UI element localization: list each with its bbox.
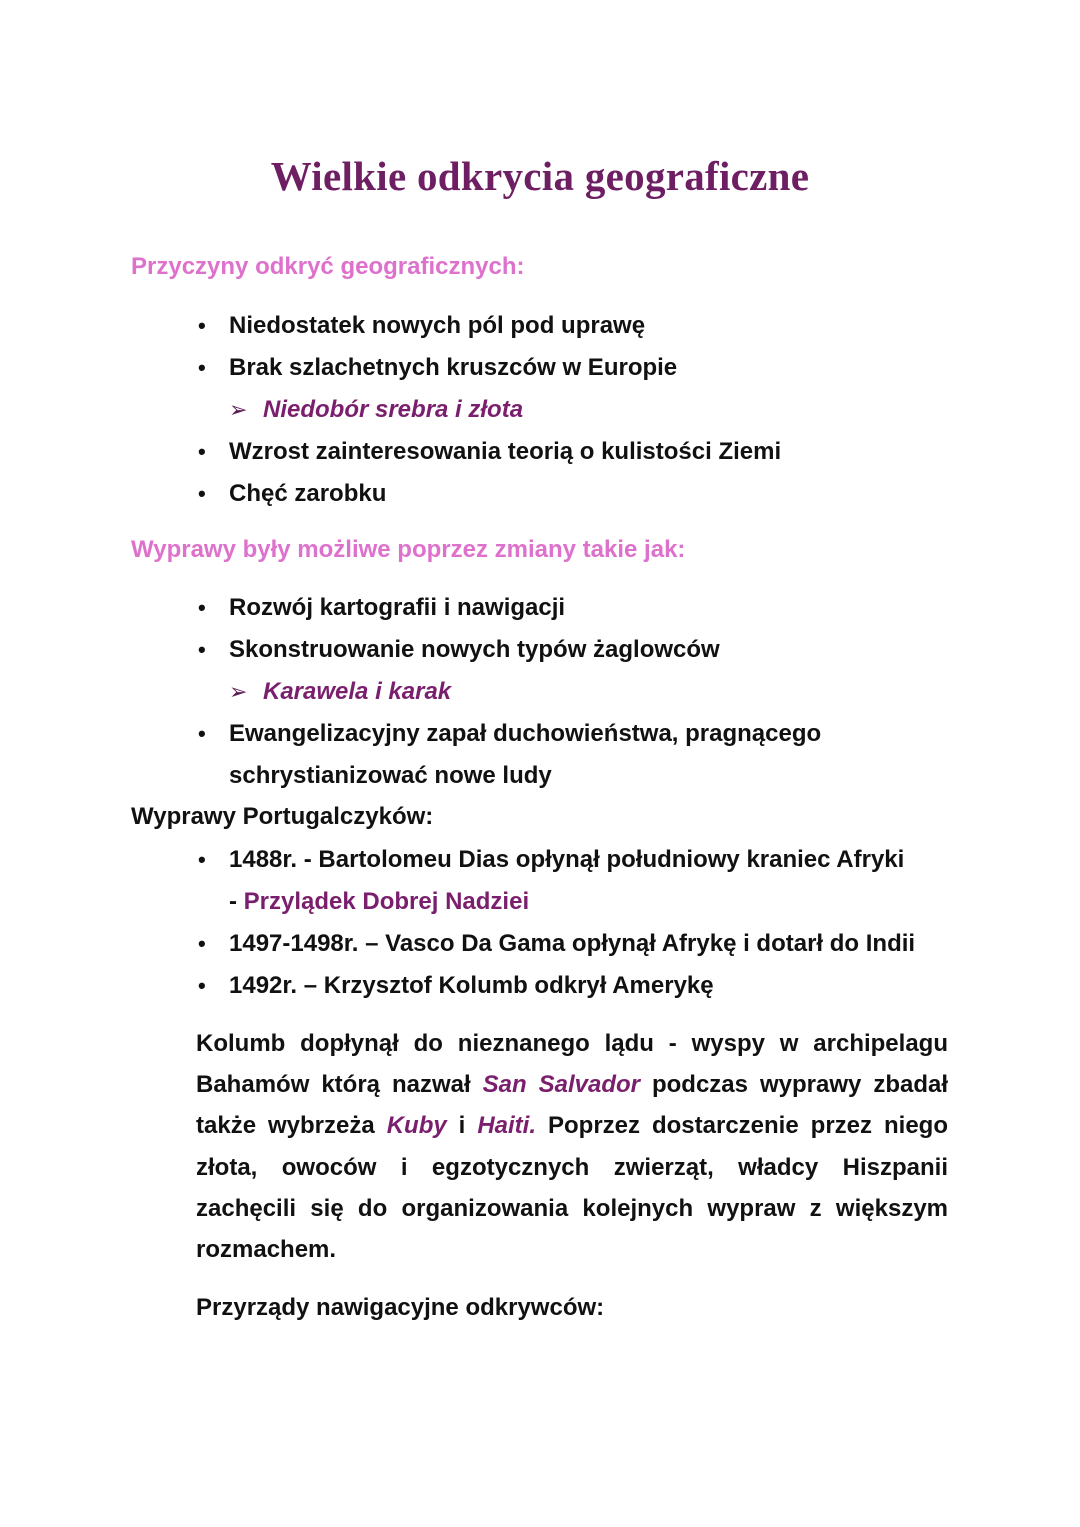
arrow-bullet-icon: ➢	[229, 679, 248, 704]
bullet-icon: •	[198, 973, 206, 998]
enablers-heading: Wyprawy były możliwe poprzez zmiany takie jak:	[131, 536, 686, 563]
sub-list-item: ➢ Niedobór srebra i złota	[229, 389, 781, 431]
list-item: • Wzrost zainteresowania teorią o kulistości Ziemi	[196, 431, 781, 473]
portuguese-list	[196, 839, 915, 1007]
bullet-icon: •	[198, 355, 206, 380]
list-item: • Niedostatek nowych pól pod uprawę	[196, 305, 781, 347]
list-item: • Ewangelizacyjny zapał duchowieństwa, pragnącego	[196, 713, 821, 755]
accent-place: Przylądek Dobrej Nadziei	[243, 888, 530, 915]
list-item: • 1492r. – Krzysztof Kolumb odkrył Amerykę	[196, 965, 915, 1007]
bullet-icon: •	[198, 637, 206, 662]
place-kuba: Kuby	[386, 1112, 447, 1140]
list-item: • Rozwój kartografii i nawigacji	[196, 587, 821, 629]
place-haiti: Haiti.	[477, 1112, 537, 1140]
list-item: • 1488r. - Bartolomeu Dias opłynął południowy kraniec Afryki	[196, 839, 915, 881]
bullet-icon: •	[198, 313, 206, 338]
arrow-bullet-icon: ➢	[229, 397, 248, 422]
bullet-icon: •	[198, 439, 206, 464]
instruments-heading: Przyrządy nawigacyjne odkrywców:	[196, 1294, 605, 1321]
causes-list	[196, 305, 781, 515]
list-item: • Chęć zarobku	[196, 473, 781, 515]
causes-heading: Przyczyny odkryć geograficznych:	[131, 253, 525, 280]
list-item: • 1497-1498r. – Vasco Da Gama opłynął Afrykę i dotarł do Indii	[196, 923, 915, 965]
bullet-icon: •	[198, 595, 206, 620]
place-san-salvador: San Salvador	[482, 1071, 641, 1099]
list-item-continuation: schrystianizować nowe ludy	[229, 762, 552, 789]
list-item: • Brak szlachetnych kruszców w Europie	[196, 347, 781, 389]
list-item-continuation: - Przylądek Dobrej Nadziei	[229, 888, 530, 915]
bullet-icon: •	[198, 481, 206, 506]
bullet-icon: •	[198, 721, 206, 746]
bullet-icon: •	[198, 847, 206, 872]
portuguese-heading: Wyprawy Portugalczyków:	[131, 803, 434, 830]
page-title: Wielkie odkrycia geograficzne	[270, 153, 810, 199]
enablers-list	[196, 587, 821, 797]
bullet-icon: •	[198, 931, 206, 956]
list-item: • Skonstruowanie nowych typów żaglowców	[196, 629, 821, 671]
columbus-paragraph: Kolumb dopłynął do nieznanego lądu - wyspy w archipelagu Bahamów którą nazwał San Salvador podczas wyprawy zbadał także wybrzeża Kuby i Haiti. Poprzez dostarczenie przez niego złota, owoców i egzotycznych zwierząt, władcy Hiszpanii zachęcili się do organizowania kolejnych wypraw z większym rozmachem.	[196, 1030, 949, 1264]
sub-list-item: ➢ Karawela i karak	[229, 671, 821, 713]
